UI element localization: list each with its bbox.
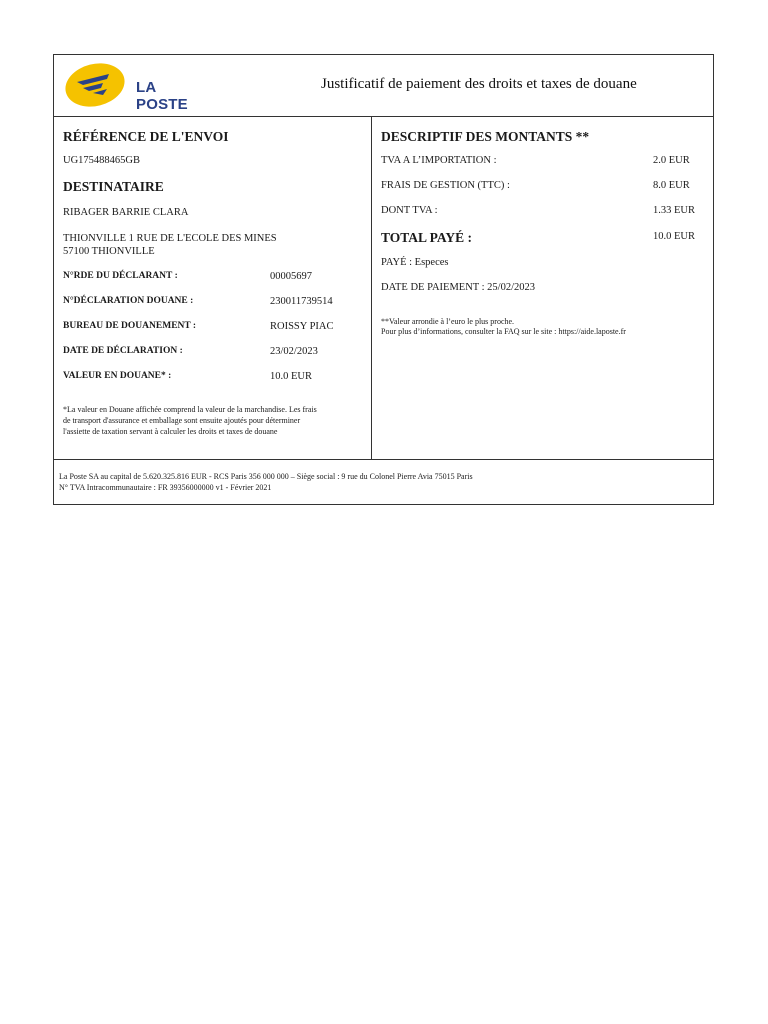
footer: [54, 459, 713, 505]
recipient-address-line1: THIONVILLE 1 RUE DE L'ECOLE DES MINES: [63, 233, 277, 244]
customs-value-note-line3: l'assiette de taxation servant à calculer les droits et taxes de douane: [63, 427, 278, 436]
amount-label: DONT TVA :: [381, 205, 438, 216]
field-label: VALEUR EN DOUANE* :: [63, 371, 172, 381]
la-poste-logo: [63, 60, 203, 113]
amount-value: 8.0 EUR: [653, 180, 690, 191]
amounts-heading: DESCRIPTIF DES MONTANTS **: [381, 129, 590, 144]
field-value: 23/02/2023: [270, 346, 318, 357]
amount-value: 2.0 EUR: [653, 155, 690, 166]
payment-date: DATE DE PAIEMENT : 25/02/2023: [381, 282, 536, 293]
field-value: ROISSY PIAC: [270, 321, 334, 332]
payment-method: PAYÉ : Especes: [381, 257, 449, 268]
faq-note: Pour plus d’informations, consulter la FAQ sur le site : https://aide.laposte.fr: [381, 327, 626, 336]
amounts-section: [372, 116, 714, 459]
recipient-heading: DESTINATAIRE: [63, 179, 164, 194]
total-paid-label: TOTAL PAYÉ :: [381, 230, 473, 245]
total-paid-value: 10.0 EUR: [653, 231, 695, 242]
field-label: BUREAU DE DOUANEMENT :: [63, 321, 197, 331]
amount-label: FRAIS DE GESTION (TTC) :: [381, 180, 510, 191]
reference-heading: RÉFÉRENCE DE L'ENVOI: [63, 129, 229, 144]
recipient-name: RIBAGER BARRIE CLARA: [63, 207, 189, 218]
field-label: N°RDE DU DÉCLARANT :: [63, 271, 178, 281]
vat-number: N° TVA Intracommunautaire : FR 39356000000 v1 - Février 2021: [59, 483, 272, 492]
field-value: 10.0 EUR: [270, 371, 312, 382]
header: [54, 55, 713, 117]
amount-label: TVA A L’IMPORTATION :: [381, 155, 497, 166]
company-info: La Poste SA au capital de 5.620.325.816 EUR - RCS Paris 356 000 000 – Siège social : 9 rue du Colonel Pierre Avia 75015 Paris: [59, 472, 473, 481]
reference-value: UG175488465GB: [63, 155, 141, 166]
amount-value: 1.33 EUR: [653, 205, 695, 216]
logo-text: LA POSTE: [136, 79, 188, 113]
field-label: N°DÉCLARATION DOUANE :: [63, 296, 194, 306]
field-value: 230011739514: [270, 296, 333, 307]
document-title: Justificatif de paiement des droits et taxes de douane: [321, 76, 637, 92]
recipient-address-line2: 57100 THIONVILLE: [63, 246, 155, 257]
receipt-frame: [53, 54, 714, 505]
shipment-section: [54, 116, 372, 459]
field-label: DATE DE DÉCLARATION :: [63, 346, 183, 356]
customs-value-note-line1: *La valeur en Douane affichée comprend la valeur de la marchandise. Les frais: [63, 405, 317, 414]
customs-value-note-line2: de transport d'assurance et emballage sont ensuite ajoutés pour déterminer: [63, 416, 301, 425]
field-value: 00005697: [270, 271, 312, 282]
rounding-note: **Valeur arrondie à l’euro le plus proche.: [381, 317, 515, 326]
